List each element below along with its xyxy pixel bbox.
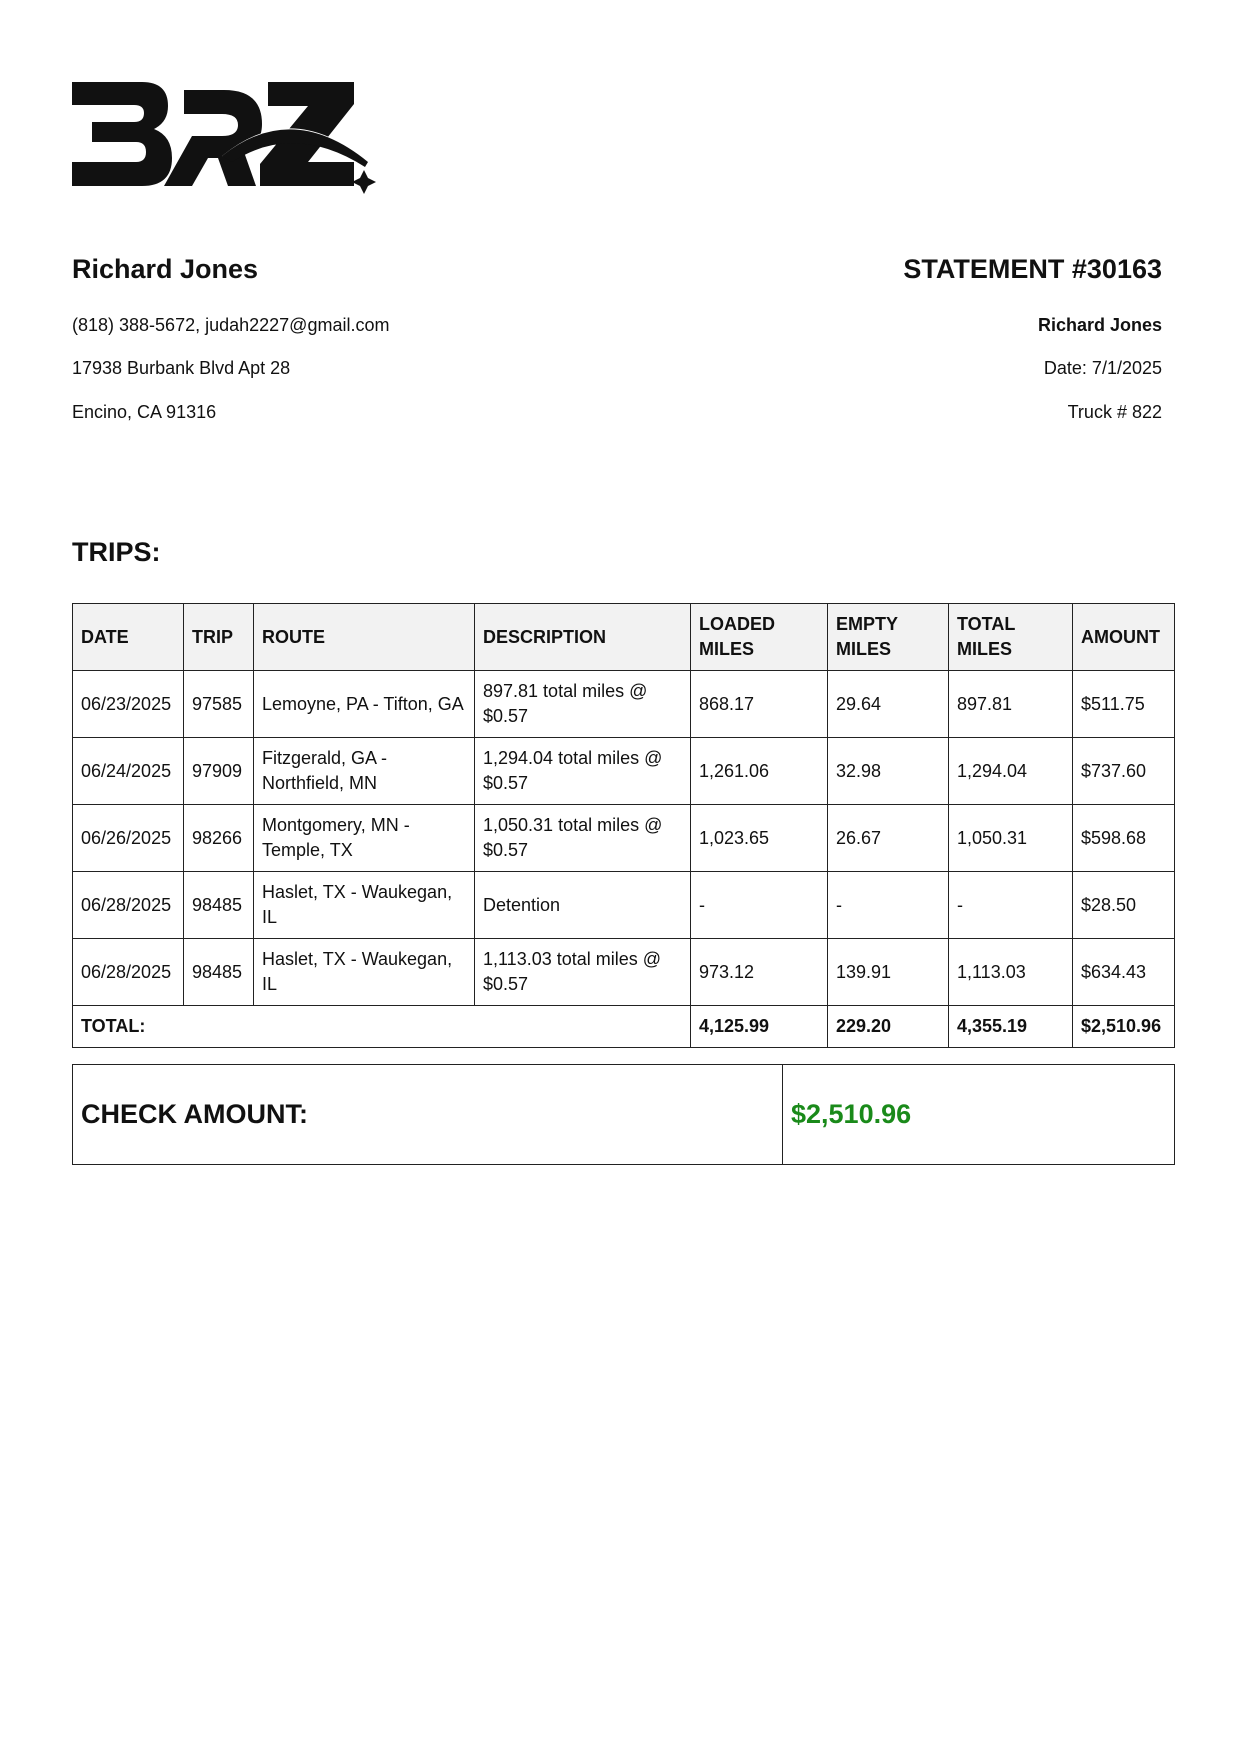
total-amount: $2,510.96: [1073, 1006, 1175, 1048]
check-amount-value: $2,510.96: [783, 1065, 1175, 1165]
check-amount-label: CHECK AMOUNT:: [73, 1065, 783, 1165]
table-row: [73, 738, 1175, 805]
cell-description: 1,113.03 total miles @ $0.57: [475, 939, 691, 1006]
cell-total-miles: 1,294.04: [949, 738, 1073, 805]
check-amount-box: [72, 1064, 1175, 1165]
table-row: [73, 671, 1175, 738]
table-row: [73, 939, 1175, 1006]
statement-name: Richard Jones: [1037, 315, 1162, 335]
cell-loaded-miles: 1,261.06: [691, 738, 828, 805]
total-empty-miles: 229.20: [828, 1006, 949, 1048]
trips-heading: TRIPS:: [72, 537, 161, 567]
table-row: [73, 872, 1175, 939]
cell-total-miles: 1,113.03: [949, 939, 1073, 1006]
total-row: [73, 1006, 1175, 1048]
cell-route: Montgomery, MN - Temple, TX: [254, 805, 475, 872]
cell-date: 06/28/2025: [73, 872, 184, 939]
cell-empty-miles: 139.91: [828, 939, 949, 1006]
cell-date: 06/23/2025: [73, 671, 184, 738]
cell-total-miles: 1,050.31: [949, 805, 1073, 872]
cell-empty-miles: -: [828, 872, 949, 939]
cell-empty-miles: 26.67: [828, 805, 949, 872]
cell-route: Haslet, TX - Waukegan, IL: [254, 939, 475, 1006]
total-loaded-miles: 4,125.99: [691, 1006, 828, 1048]
cell-amount: $737.60: [1073, 738, 1175, 805]
header-trip: TRIP: [184, 604, 254, 671]
driver-address-line2: Encino, CA 91316: [72, 402, 217, 422]
cell-empty-miles: 29.64: [828, 671, 949, 738]
driver-address-line1: 17938 Burbank Blvd Apt 28: [72, 358, 291, 378]
cell-description: Detention: [475, 872, 691, 939]
header-amount: AMOUNT: [1073, 604, 1175, 671]
cell-loaded-miles: 1,023.65: [691, 805, 828, 872]
cell-trip: 98485: [184, 872, 254, 939]
driver-contact: (818) 388-5672, judah2227@gmail.com: [72, 315, 390, 335]
cell-trip: 97585: [184, 671, 254, 738]
cell-date: 06/24/2025: [73, 738, 184, 805]
trips-table: [72, 603, 1175, 1048]
statement-date: Date: 7/1/2025: [1043, 358, 1162, 378]
cell-date: 06/28/2025: [73, 939, 184, 1006]
table-row: [73, 805, 1175, 872]
cell-trip: 97909: [184, 738, 254, 805]
cell-total-miles: -: [949, 872, 1073, 939]
cell-total-miles: 897.81: [949, 671, 1073, 738]
cell-empty-miles: 32.98: [828, 738, 949, 805]
total-label: TOTAL:: [73, 1006, 691, 1048]
header-date: DATE: [73, 604, 184, 671]
cell-amount: $28.50: [1073, 872, 1175, 939]
cell-trip: 98485: [184, 939, 254, 1006]
driver-name: Richard Jones: [72, 254, 259, 284]
cell-loaded-miles: 973.12: [691, 939, 828, 1006]
table-header-row: [73, 604, 1175, 671]
cell-trip: 98266: [184, 805, 254, 872]
cell-date: 06/26/2025: [73, 805, 184, 872]
header-description: DESCRIPTION: [475, 604, 691, 671]
statement-truck: Truck # 822: [1067, 402, 1162, 422]
cell-description: 1,294.04 total miles @ $0.57: [475, 738, 691, 805]
cell-route: Lemoyne, PA - Tifton, GA: [254, 671, 475, 738]
header-loaded-miles: LOADED MILES: [691, 604, 828, 671]
cell-loaded-miles: 868.17: [691, 671, 828, 738]
total-total-miles: 4,355.19: [949, 1006, 1073, 1048]
cell-description: 1,050.31 total miles @ $0.57: [475, 805, 691, 872]
cell-amount: $598.68: [1073, 805, 1175, 872]
cell-amount: $511.75: [1073, 671, 1175, 738]
header-total-miles: TOTAL MILES: [949, 604, 1073, 671]
cell-route: Haslet, TX - Waukegan, IL: [254, 872, 475, 939]
company-logo: [72, 78, 382, 194]
cell-loaded-miles: -: [691, 872, 828, 939]
header-empty-miles: EMPTY MILES: [828, 604, 949, 671]
cell-description: 897.81 total miles @ $0.57: [475, 671, 691, 738]
statement-title: STATEMENT #30163: [903, 254, 1162, 284]
cell-amount: $634.43: [1073, 939, 1175, 1006]
cell-route: Fitzgerald, GA - Northfield, MN: [254, 738, 475, 805]
header-route: ROUTE: [254, 604, 475, 671]
